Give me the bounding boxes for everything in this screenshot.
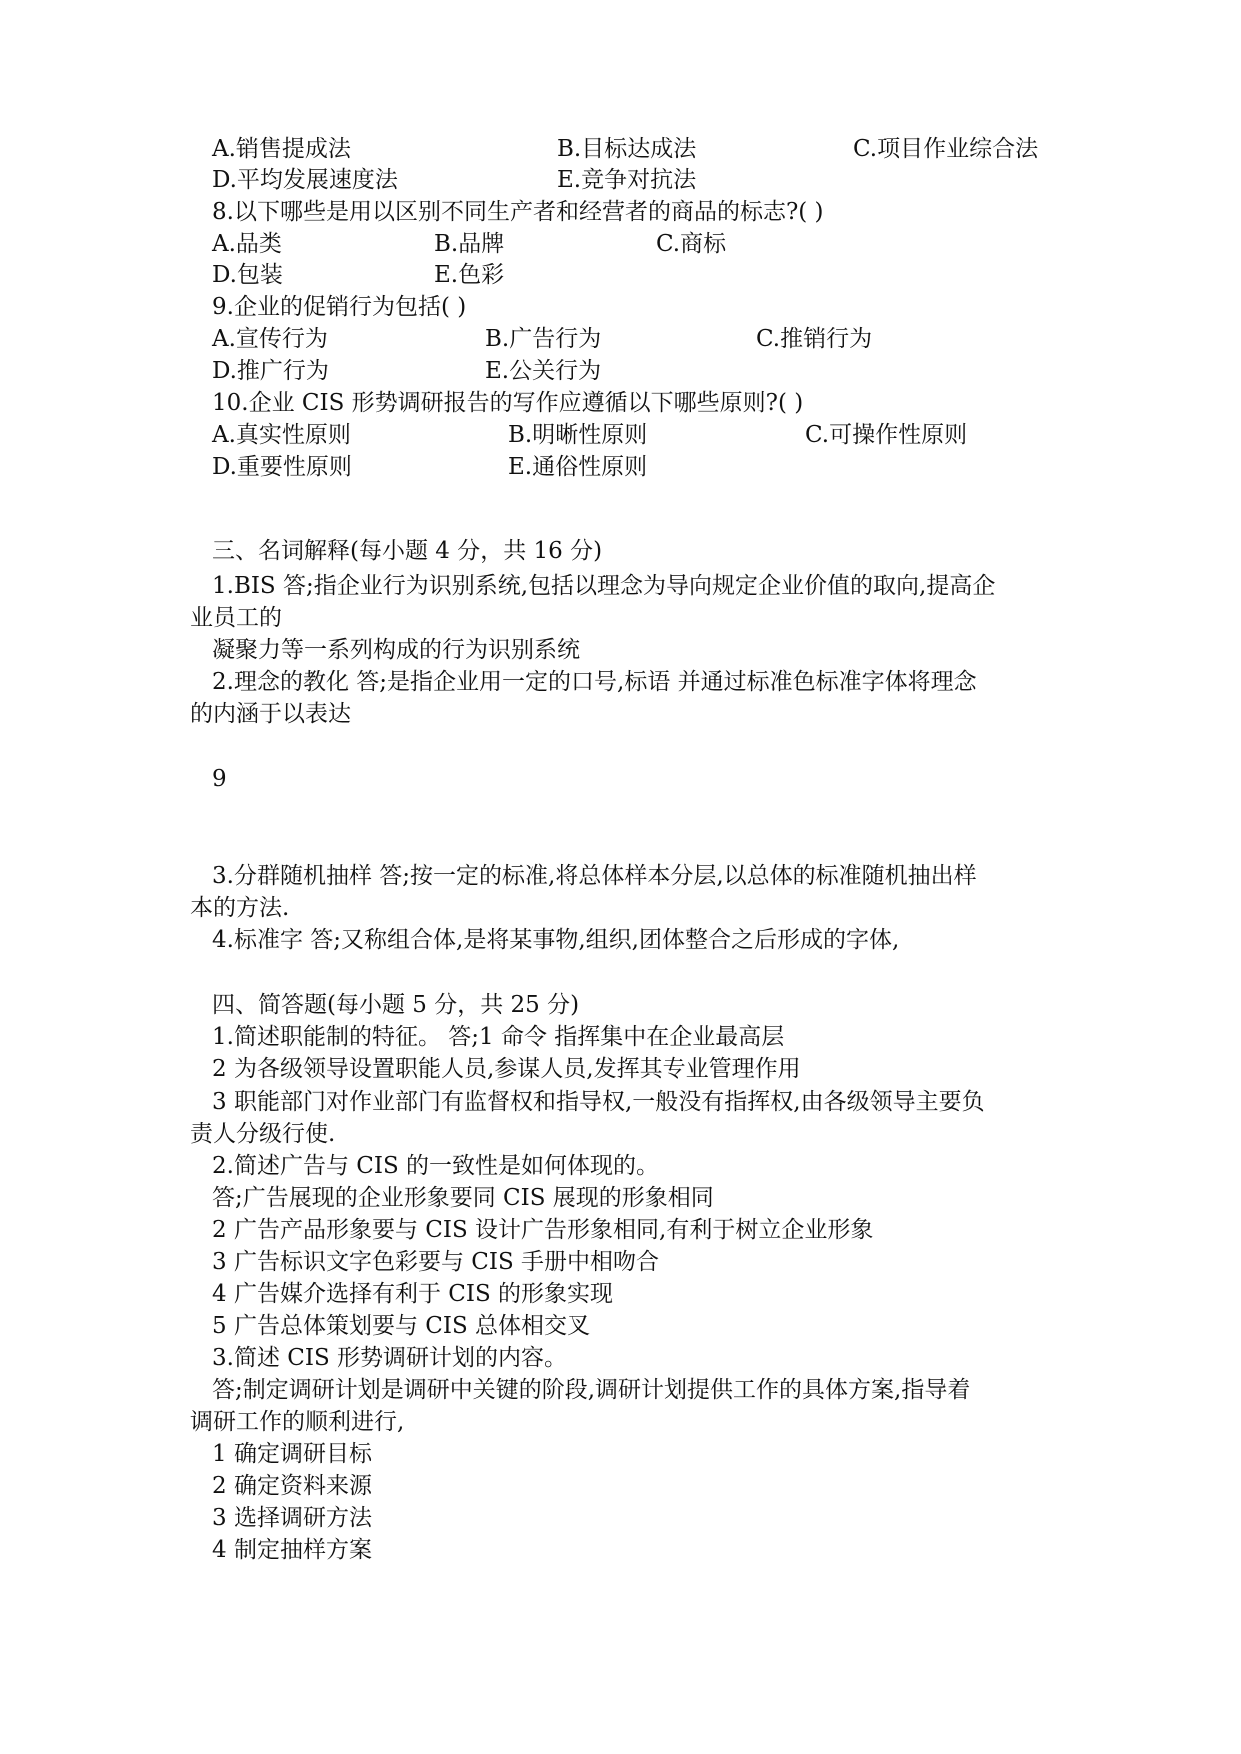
q7-option-c: C.项目作业综合法 <box>853 136 1039 162</box>
q10-question: 10.企业 CIS 形势调研报告的写作应遵循以下哪些原则?( ) <box>212 390 804 416</box>
section4-line: 2 确定资料来源 <box>212 1473 372 1499</box>
q7-option-b: B.目标达成法 <box>557 136 697 162</box>
q9-question: 9.企业的促销行为包括( ) <box>212 294 467 320</box>
q9-option-c: C.推销行为 <box>756 326 873 352</box>
q9-option-e: E.公关行为 <box>485 358 602 384</box>
q9-option-d: D.推广行为 <box>212 358 329 384</box>
q9-option-a: A.宣传行为 <box>212 326 328 352</box>
section4-line: 3 选择调研方法 <box>212 1505 372 1531</box>
q8-option-c: C.商标 <box>656 231 727 257</box>
section4-line: 2 广告产品形象要与 CIS 设计广告形象相同,有利于树立企业形象 <box>212 1217 874 1243</box>
section3-item3-line2: 本的方法. <box>190 895 290 921</box>
section4-line: 4 制定抽样方案 <box>212 1537 372 1563</box>
section4-line: 4 广告媒介选择有利于 CIS 的形象实现 <box>212 1281 614 1307</box>
q10-option-d: D.重要性原则 <box>212 454 352 480</box>
section3-item4: 4.标准字 答;又称组合体,是将某事物,组织,团体整合之后形成的字体, <box>212 927 900 953</box>
section4-line: 1.简述职能制的特征。 答;1 命令 指挥集中在企业最高层 <box>212 1024 785 1050</box>
section4-line: 5 广告总体策划要与 CIS 总体相交叉 <box>212 1313 591 1339</box>
page-number: 9 <box>212 766 227 792</box>
section4-line: 2 为各级领导设置职能人员,参谋人员,发挥其专业管理作用 <box>212 1056 801 1082</box>
q8-option-b: B.品牌 <box>434 231 505 257</box>
section3-item2-line2: 的内涵于以表达 <box>190 701 351 727</box>
q8-option-a: A.品类 <box>212 231 282 257</box>
section4-line: 3 广告标识文字色彩要与 CIS 手册中相吻合 <box>212 1249 660 1275</box>
section3-item1-line1: 1.BIS 答;指企业行为识别系统,包括以理念为导向规定企业价值的取向,提高企 <box>212 573 996 599</box>
section3-heading: 三、名词解释(每小题 4 分，共 16 分) <box>212 538 603 564</box>
q10-option-e: E.通俗性原则 <box>508 454 648 480</box>
q9-option-b: B.广告行为 <box>485 326 602 352</box>
section4-line: 答;广告展现的企业形象要同 CIS 展现的形象相同 <box>212 1185 714 1211</box>
section4-line: 调研工作的顺利进行, <box>190 1409 405 1435</box>
section3-item1-line3: 凝聚力等一系列构成的行为识别系统 <box>212 637 580 663</box>
section4-line: 答;制定调研计划是调研中关键的阶段,调研计划提供工作的具体方案,指导着 <box>212 1377 971 1403</box>
section4-line: 3 职能部门对作业部门有监督权和指导权,一般没有指挥权,由各级领导主要负 <box>212 1089 985 1115</box>
section3-item3-line1: 3.分群随机抽样 答;按一定的标准,将总体样本分层,以总体的标准随机抽出样 <box>212 863 977 889</box>
section4-line: 2.简述广告与 CIS 的一致性是如何体现的。 <box>212 1153 660 1179</box>
q10-option-a: A.真实性原则 <box>212 422 351 448</box>
q8-question: 8.以下哪些是用以区别不同生产者和经营者的商品的标志?( ) <box>212 199 824 225</box>
q10-option-b: B.明晰性原则 <box>508 422 648 448</box>
q7-option-a: A.销售提成法 <box>212 136 351 162</box>
section4-line: 3.简述 CIS 形势调研计划的内容。 <box>212 1345 568 1371</box>
section4-line: 1 确定调研目标 <box>212 1441 372 1467</box>
q8-option-d: D.包装 <box>212 262 283 288</box>
q7-option-d: D.平均发展速度法 <box>212 167 398 193</box>
q7-option-e: E.竞争对抗法 <box>557 167 697 193</box>
section4-line: 责人分级行使. <box>190 1121 336 1147</box>
q10-option-c: C.可操作性原则 <box>805 422 968 448</box>
section4-heading: 四、简答题(每小题 5 分，共 25 分) <box>212 992 580 1018</box>
section3-item1-line2: 业员工的 <box>190 605 282 631</box>
section3-item2-line1: 2.理念的教化 答;是指企业用一定的口号,标语 并通过标准色标准字体将理念 <box>212 669 977 695</box>
q8-option-e: E.色彩 <box>434 262 505 288</box>
